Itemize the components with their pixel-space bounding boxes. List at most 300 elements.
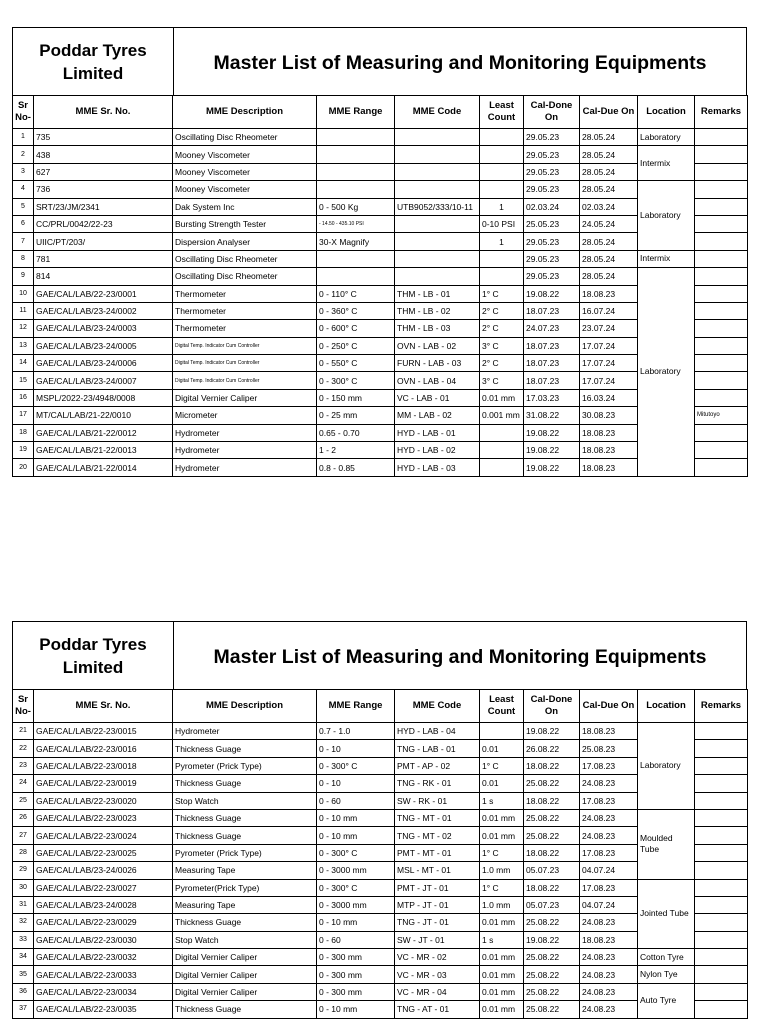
table-row [13,792,748,809]
mme-sr-no-cell: GAE/CAL/LAB/21-22/0012 [34,424,173,441]
cal-done-cell: 17.03.23 [524,389,580,406]
range-cell: 0 - 500 Kg [317,198,395,215]
range-cell: 0 - 300 mm [317,949,395,966]
cal-due-cell: 18.08.23 [580,459,638,476]
range-cell: 0 - 10 mm [317,914,395,931]
remarks-cell [695,740,748,757]
remarks-cell [695,757,748,774]
description-cell: Oscillating Disc Rheometer [173,268,317,285]
mme-sr-no-cell: GAE/CAL/LAB/22-23/0025 [34,844,173,861]
least-count-cell: 2° C [480,355,524,372]
remarks-cell [695,181,748,198]
cal-done-cell: 18.07.23 [524,372,580,389]
code-cell: VC - MR - 03 [395,966,480,983]
cal-due-cell: 28.05.24 [580,250,638,267]
table-row [13,879,748,896]
least-count-cell: 0.01 mm [480,983,524,1000]
remarks-cell [695,844,748,861]
sr-no-cell: 22 [13,740,34,757]
cal-done-cell: 25.08.22 [524,809,580,826]
mme-sr-no-cell: UIIC/PT/203/ [34,233,173,250]
code-cell: TNG - LAB - 01 [395,740,480,757]
cal-due-cell: 17.08.23 [580,757,638,774]
sr-no-cell: 37 [13,1001,34,1018]
table-row [13,914,748,931]
location-cell: Laboratory [638,268,695,477]
sr-no-cell: 19 [13,442,34,459]
cal-due-cell: 24.08.23 [580,809,638,826]
mme-sr-no-cell: 627 [34,163,173,180]
least-count-cell: 0.01 [480,740,524,757]
column-header-row [13,96,748,129]
cal-due-cell: 28.05.24 [580,146,638,163]
table-row [13,355,748,372]
description-cell: Stop Watch [173,931,317,948]
table-row [13,320,748,337]
table-row [13,966,748,983]
code-cell: HYD - LAB - 01 [395,424,480,441]
least-count-cell [480,442,524,459]
cal-due-cell: 28.05.24 [580,163,638,180]
cal-done-cell: 19.08.22 [524,459,580,476]
description-cell: Thickness Guage [173,1001,317,1018]
description-cell: Hydrometer [173,442,317,459]
table-row [13,844,748,861]
remarks-cell [695,966,748,983]
remarks-cell [695,337,748,354]
location-cell: Intermix [638,250,695,267]
column-header-mme-description: MME Description [173,96,317,129]
remarks-cell [695,198,748,215]
remarks-cell [695,250,748,267]
least-count-cell [480,723,524,740]
mme-sr-no-cell: GAE/CAL/LAB/23-24/0003 [34,320,173,337]
sr-no-cell: 24 [13,775,34,792]
range-cell: 0.65 - 0.70 [317,424,395,441]
sr-no-cell: 7 [13,233,34,250]
column-header-least-count: Least Count [480,690,524,723]
cal-done-cell: 29.05.23 [524,129,580,146]
remarks-cell [695,389,748,406]
cal-due-cell: 02.03.24 [580,198,638,215]
sr-no-cell: 30 [13,879,34,896]
cal-due-cell: 30.08.23 [580,407,638,424]
description-cell: Hydrometer [173,459,317,476]
sheet-1 [12,27,747,477]
cal-done-cell: 18.08.22 [524,792,580,809]
cal-done-cell: 18.08.22 [524,844,580,861]
code-cell: OVN - LAB - 02 [395,337,480,354]
cal-done-cell: 02.03.24 [524,198,580,215]
table-row [13,407,748,424]
table-row [13,931,748,948]
document-title: Master List of Measuring and Monitoring Equipments [213,51,707,74]
cal-due-cell: 28.05.24 [580,129,638,146]
range-cell: 0 - 300° C [317,879,395,896]
code-cell [395,215,480,232]
mme-sr-no-cell: MT/CAL/LAB/21-22/0010 [34,407,173,424]
sr-no-cell: 17 [13,407,34,424]
mme-sr-no-cell: GAE/CAL/LAB/22-23/0018 [34,757,173,774]
cal-done-cell: 29.05.23 [524,250,580,267]
remarks-cell [695,931,748,948]
range-cell: 0 - 10 [317,740,395,757]
remarks-cell [695,320,748,337]
table-row [13,389,748,406]
mme-sr-no-cell: GAE/CAL/LAB/22-23/0035 [34,1001,173,1018]
range-cell [317,181,395,198]
cal-done-cell: 19.08.22 [524,285,580,302]
remarks-cell [695,146,748,163]
range-cell: 0 - 60 [317,931,395,948]
description-cell: Digital Vernier Caliper [173,983,317,1000]
cal-due-cell: 23.07.24 [580,320,638,337]
remarks-cell [695,983,748,1000]
description-cell: Mooney Viscometer [173,146,317,163]
sr-no-cell: 25 [13,792,34,809]
least-count-cell [480,459,524,476]
table-row [13,198,748,215]
remarks-cell [695,1001,748,1018]
table-row [13,215,748,232]
table-row [13,163,748,180]
table-row [13,337,748,354]
least-count-cell [480,181,524,198]
cal-due-cell: 16.07.24 [580,302,638,319]
table-row [13,442,748,459]
mme-sr-no-cell: GAE/CAL/LAB/22-23/0033 [34,966,173,983]
description-cell: Thickness Guage [173,809,317,826]
least-count-cell: 1 [480,233,524,250]
remarks-cell [695,775,748,792]
mme-sr-no-cell: GAE/CAL/LAB/23-24/0006 [34,355,173,372]
range-cell: 0 - 300° C [317,372,395,389]
remarks-cell [695,879,748,896]
least-count-cell: 1° C [480,879,524,896]
range-cell [317,268,395,285]
column-header-sr-no: Sr No- [13,96,34,129]
cal-done-cell: 25.08.22 [524,914,580,931]
company-name-line2: Limited [62,63,124,83]
sr-no-cell: 21 [13,723,34,740]
code-cell: MSL - MT - 01 [395,862,480,879]
least-count-cell: 0-10 PSI [480,215,524,232]
least-count-cell: 0.01 [480,775,524,792]
column-header-mme-code: MME Code [395,690,480,723]
table-row [13,896,748,913]
code-cell [395,268,480,285]
least-count-cell: 2° C [480,320,524,337]
mme-sr-no-cell: GAE/CAL/LAB/23-24/0028 [34,896,173,913]
code-cell: VC - MR - 02 [395,949,480,966]
code-cell: VC - MR - 04 [395,983,480,1000]
description-cell: Digital Temp. Indicator Cum Controller [173,372,317,389]
remarks-cell [695,268,748,285]
location-cell: Laboratory [638,181,695,251]
range-cell: 0 - 10 mm [317,827,395,844]
mme-sr-no-cell: GAE/CAL/LAB/22-23/0034 [34,983,173,1000]
code-cell [395,163,480,180]
mme-sr-no-cell: GAE/CAL/LAB/23-24/0026 [34,862,173,879]
description-cell: Hydrometer [173,723,317,740]
cal-due-cell: 24.08.23 [580,775,638,792]
least-count-cell: 0.01 mm [480,949,524,966]
least-count-cell: 1 s [480,792,524,809]
mme-sr-no-cell: GAE/CAL/LAB/23-24/0007 [34,372,173,389]
description-cell: Digital Vernier Caliper [173,966,317,983]
column-header-remarks: Remarks [695,690,748,723]
column-header-mme-code: MME Code [395,96,480,129]
mme-sr-no-cell: GAE/CAL/LAB/22-23/0023 [34,809,173,826]
cal-due-cell: 18.08.23 [580,723,638,740]
location-cell: Auto Tyre [638,983,695,1018]
range-cell: 0 - 60 [317,792,395,809]
cal-due-cell: 18.08.23 [580,442,638,459]
description-cell: Measuring Tape [173,896,317,913]
remarks-cell [695,914,748,931]
column-header-row [13,690,748,723]
description-cell: Digital Vernier Caliper [173,949,317,966]
cal-done-cell: 25.08.22 [524,827,580,844]
cal-due-cell: 17.08.23 [580,792,638,809]
sr-no-cell: 14 [13,355,34,372]
code-cell: SW - RK - 01 [395,792,480,809]
description-cell: Measuring Tape [173,862,317,879]
sr-no-cell: 4 [13,181,34,198]
mme-sr-no-cell: GAE/CAL/LAB/22-23/0001 [34,285,173,302]
cal-done-cell: 31.08.22 [524,407,580,424]
least-count-cell: 0.01 mm [480,827,524,844]
range-cell: 0 - 600° C [317,320,395,337]
location-cell: Jointed Tube [638,879,695,949]
column-header-mme-description: MME Description [173,690,317,723]
cal-done-cell: 19.08.22 [524,723,580,740]
description-cell: Dak System Inc [173,198,317,215]
remarks-cell: Mitutoyo [695,407,748,424]
range-cell [317,146,395,163]
mme-sr-no-cell: GAE/CAL/LAB/22-23/0030 [34,931,173,948]
description-cell: Stop Watch [173,792,317,809]
table-row [13,1001,748,1018]
sr-no-cell: 20 [13,459,34,476]
sr-no-cell: 18 [13,424,34,441]
code-cell: HYD - LAB - 04 [395,723,480,740]
range-cell: 0 - 360° C [317,302,395,319]
column-header-least-count: Least Count [480,96,524,129]
sheet-2 [12,621,747,1019]
table-row [13,862,748,879]
cal-done-cell: 19.08.22 [524,931,580,948]
cal-due-cell: 24.08.23 [580,1001,638,1018]
remarks-cell [695,896,748,913]
sr-no-cell: 35 [13,966,34,983]
sr-no-cell: 13 [13,337,34,354]
cal-done-cell: 18.08.22 [524,879,580,896]
company-name [13,622,174,689]
sr-no-cell: 9 [13,268,34,285]
remarks-cell [695,129,748,146]
range-cell: 0 - 300 mm [317,983,395,1000]
range-cell: 0.8 - 0.85 [317,459,395,476]
range-cell: - 14.50 - 435.10 PSI [317,215,395,232]
least-count-cell: 1 s [480,931,524,948]
cal-done-cell: 19.08.22 [524,442,580,459]
cal-done-cell: 25.08.22 [524,949,580,966]
code-cell [395,250,480,267]
cal-done-cell: 18.07.23 [524,302,580,319]
code-cell: HYD - LAB - 02 [395,442,480,459]
description-cell: Thickness Guage [173,914,317,931]
description-cell: Oscillating Disc Rheometer [173,250,317,267]
code-cell [395,129,480,146]
sr-no-cell: 34 [13,949,34,966]
description-cell: Mooney Viscometer [173,163,317,180]
cal-due-cell: 04.07.24 [580,862,638,879]
sr-no-cell: 15 [13,372,34,389]
mme-sr-no-cell: GAE/CAL/LAB/23-24/0005 [34,337,173,354]
mme-sr-no-cell: GAE/CAL/LAB/22-23/0024 [34,827,173,844]
sr-no-cell: 10 [13,285,34,302]
least-count-cell: 0.01 mm [480,809,524,826]
cal-done-cell: 25.05.23 [524,215,580,232]
description-cell: Dispersion Analyser [173,233,317,250]
cal-done-cell: 05.07.23 [524,862,580,879]
document-title: Master List of Measuring and Monitoring Equipments [213,645,707,668]
code-cell: THM - LB - 03 [395,320,480,337]
cal-due-cell: 18.08.23 [580,285,638,302]
sr-no-cell: 31 [13,896,34,913]
least-count-cell [480,268,524,285]
description-cell: Pyrometer (Prick Type) [173,844,317,861]
table-row [13,949,748,966]
sr-no-cell: 28 [13,844,34,861]
cal-done-cell: 25.08.22 [524,1001,580,1018]
remarks-cell [695,809,748,826]
range-cell [317,163,395,180]
code-cell: UTB9052/333/10-11 [395,198,480,215]
mme-sr-no-cell: GAE/CAL/LAB/22-23/0020 [34,792,173,809]
mme-sr-no-cell: GAE/CAL/LAB/22-23/0032 [34,949,173,966]
code-cell [395,146,480,163]
description-cell: Pyrometer(Prick Type) [173,879,317,896]
code-cell: TNG - MT - 02 [395,827,480,844]
least-count-cell [480,129,524,146]
range-cell: 0 - 3000 mm [317,896,395,913]
mme-sr-no-cell: GAE/CAL/LAB/22-23/0015 [34,723,173,740]
cal-due-cell: 24.08.23 [580,914,638,931]
sr-no-cell: 27 [13,827,34,844]
cal-done-cell: 29.05.23 [524,268,580,285]
mme-sr-no-cell: 814 [34,268,173,285]
least-count-cell: 0.01 mm [480,1001,524,1018]
cal-done-cell: 19.08.22 [524,424,580,441]
cal-due-cell: 17.07.24 [580,355,638,372]
table-row [13,250,748,267]
cal-done-cell: 05.07.23 [524,896,580,913]
table-row [13,459,748,476]
mme-sr-no-cell: GAE/CAL/LAB/22-23/0027 [34,879,173,896]
range-cell: 0 - 10 mm [317,1001,395,1018]
cal-due-cell: 17.07.24 [580,372,638,389]
cal-done-cell: 25.08.22 [524,983,580,1000]
sr-no-cell: 32 [13,914,34,931]
cal-done-cell: 18.07.23 [524,337,580,354]
mme-sr-no-cell: 781 [34,250,173,267]
remarks-cell [695,459,748,476]
table-row [13,740,748,757]
mme-sr-no-cell: 438 [34,146,173,163]
cal-due-cell: 24.05.24 [580,215,638,232]
code-cell: PMT - AP - 02 [395,757,480,774]
description-cell: Thickness Guage [173,740,317,757]
description-cell: Thermometer [173,285,317,302]
least-count-cell: 1° C [480,757,524,774]
range-cell: 0 - 250° C [317,337,395,354]
cal-done-cell: 25.08.22 [524,775,580,792]
cal-due-cell: 17.08.23 [580,844,638,861]
remarks-cell [695,723,748,740]
sr-no-cell: 6 [13,215,34,232]
remarks-cell [695,163,748,180]
least-count-cell: 0.01 mm [480,966,524,983]
table-row [13,285,748,302]
code-cell: TNG - MT - 01 [395,809,480,826]
remarks-cell [695,442,748,459]
table-row [13,723,748,740]
location-cell: Moulded Tube [638,809,695,879]
description-cell: Thermometer [173,302,317,319]
mme-sr-no-cell: MSPL/2022-23/4948/0008 [34,389,173,406]
least-count-cell: 1.0 mm [480,862,524,879]
table-row [13,268,748,285]
sr-no-cell: 36 [13,983,34,1000]
column-header-mme-sr-no: MME Sr. No. [34,690,173,723]
least-count-cell: 0.01 mm [480,914,524,931]
least-count-cell: 1.0 mm [480,896,524,913]
sr-no-cell: 11 [13,302,34,319]
column-header-remarks: Remarks [695,96,748,129]
sr-no-cell: 1 [13,129,34,146]
location-cell: Intermix [638,146,695,181]
cal-done-cell: 29.05.23 [524,233,580,250]
mme-sr-no-cell: 735 [34,129,173,146]
code-cell: SW - JT - 01 [395,931,480,948]
description-cell: Micrometer [173,407,317,424]
company-name-line1: Poddar Tyres [39,40,147,60]
sr-no-cell: 12 [13,320,34,337]
code-cell: PMT - MT - 01 [395,844,480,861]
table-row [13,424,748,441]
cal-done-cell: 18.08.22 [524,757,580,774]
mme-sr-no-cell: GAE/CAL/LAB/22-23/0029 [34,914,173,931]
least-count-cell: 0.01 mm [480,389,524,406]
mme-sr-no-cell: GAE/CAL/LAB/21-22/0013 [34,442,173,459]
cal-done-cell: 29.05.23 [524,146,580,163]
column-header-sr-no: Sr No- [13,690,34,723]
table-row [13,983,748,1000]
least-count-cell: 2° C [480,302,524,319]
cal-done-cell: 25.08.22 [524,966,580,983]
cal-due-cell: 28.05.24 [580,268,638,285]
description-cell: Digital Temp. Indicator Cum Controller [173,355,317,372]
location-cell: Laboratory [638,723,695,810]
cal-due-cell: 18.08.23 [580,931,638,948]
cal-done-cell: 24.07.23 [524,320,580,337]
column-header-cal-done-on: Cal-Done On [524,96,580,129]
sr-no-cell: 16 [13,389,34,406]
cal-done-cell: 18.07.23 [524,355,580,372]
code-cell: VC - LAB - 01 [395,389,480,406]
